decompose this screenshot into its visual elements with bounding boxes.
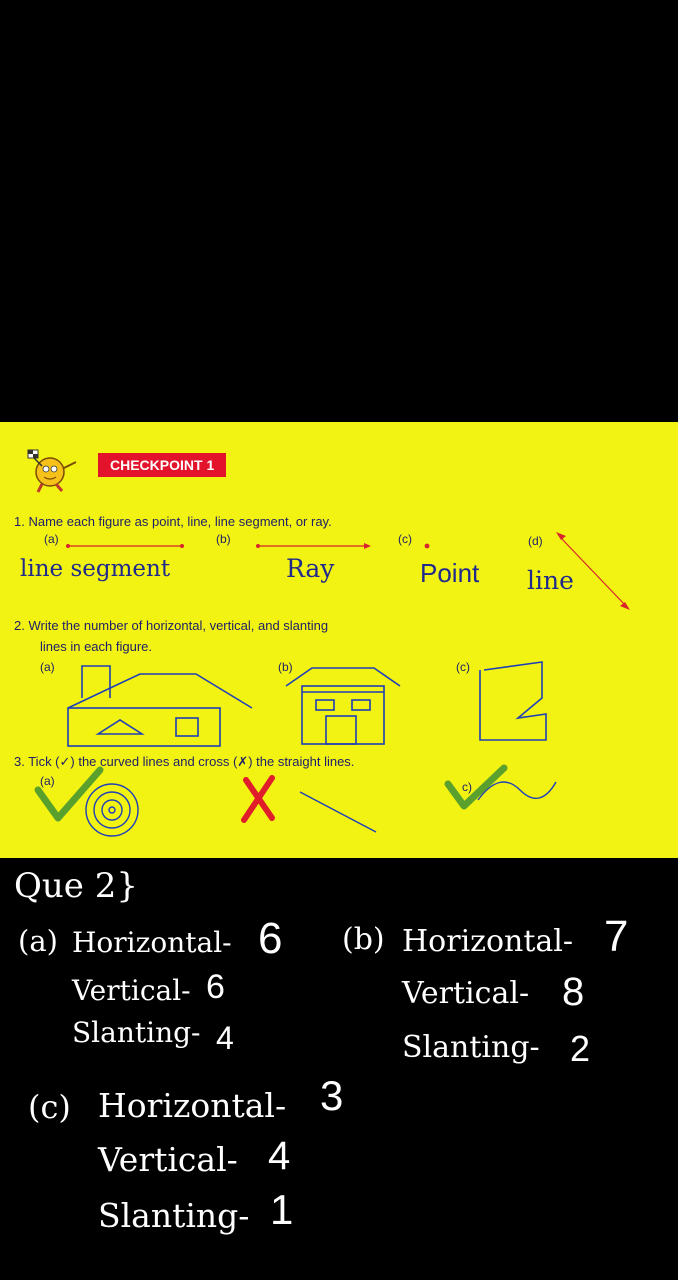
q1-c-answer: Point [420, 558, 480, 588]
answer-b-label: (b) [342, 922, 385, 957]
answer-a-slanting-text: Slanting- [72, 1016, 201, 1049]
answer-c-horizontal-value: 3 [320, 1072, 344, 1119]
answer-c-label: (c) [28, 1088, 71, 1126]
answer-a-horizontal-value: 6 [258, 914, 283, 963]
checkpoint-badge: CHECKPOINT 1 [98, 453, 226, 477]
q1-c-label: (c) [398, 532, 412, 546]
answer-b-horizontal-value: 7 [604, 912, 629, 961]
q1-d-answer: line [527, 566, 574, 595]
answer-b-horizontal-text: Horizontal- [402, 924, 574, 959]
answers-heading: Que 2} [14, 866, 138, 906]
answer-b-vertical-text: Vertical- [402, 976, 530, 1011]
q1-a-answer: line segment [20, 556, 171, 582]
q3-c-label: c) [462, 780, 472, 794]
q3-prompt: 3. Tick (✓) the curved lines and cross (✗) the straight lines. [14, 754, 355, 769]
q1-a-label: (a) [44, 532, 59, 546]
q1-prompt: 1. Name each figure as point, line, line segment, or ray. [14, 514, 332, 529]
q2-c-label: (c) [456, 660, 470, 674]
q3-a-label: (a) [40, 774, 55, 788]
cross-icon [244, 778, 272, 820]
answer-c-horizontal-text: Horizontal- [98, 1086, 287, 1125]
answer-a-label: (a) [18, 924, 58, 958]
answer-c-slanting-text: Slanting- [98, 1196, 250, 1235]
top-blank-area [0, 0, 678, 422]
q2-b-label: (b) [278, 660, 293, 674]
answer-c-vertical-text: Vertical- [98, 1140, 238, 1179]
answer-c-vertical-value: 4 [268, 1134, 291, 1178]
answer-a-vertical-text: Vertical- [72, 974, 191, 1007]
worksheet-image [0, 422, 678, 858]
q1-b-answer: Ray [286, 554, 335, 583]
answer-a-vertical-value: 6 [206, 968, 225, 1006]
q1-d-label: (d) [528, 534, 543, 548]
answer-b-slanting-text: Slanting- [402, 1030, 540, 1065]
q2-prompt-line1: 2. Write the number of horizontal, vertical, and slanting [14, 618, 329, 633]
answer-b-vertical-value: 8 [562, 970, 585, 1014]
q3-figures [0, 422, 678, 858]
answer-a-horizontal-text: Horizontal- [72, 926, 232, 959]
q1-b-label: (b) [216, 532, 231, 546]
q2-a-label: (a) [40, 660, 55, 674]
answer-c-slanting-value: 1 [270, 1186, 294, 1233]
answer-b-slanting-value: 2 [570, 1028, 591, 1069]
answer-a-slanting-value: 4 [216, 1020, 234, 1056]
tick-icon-c [448, 768, 504, 806]
q2-prompt-line2: lines in each figure. [40, 639, 153, 654]
